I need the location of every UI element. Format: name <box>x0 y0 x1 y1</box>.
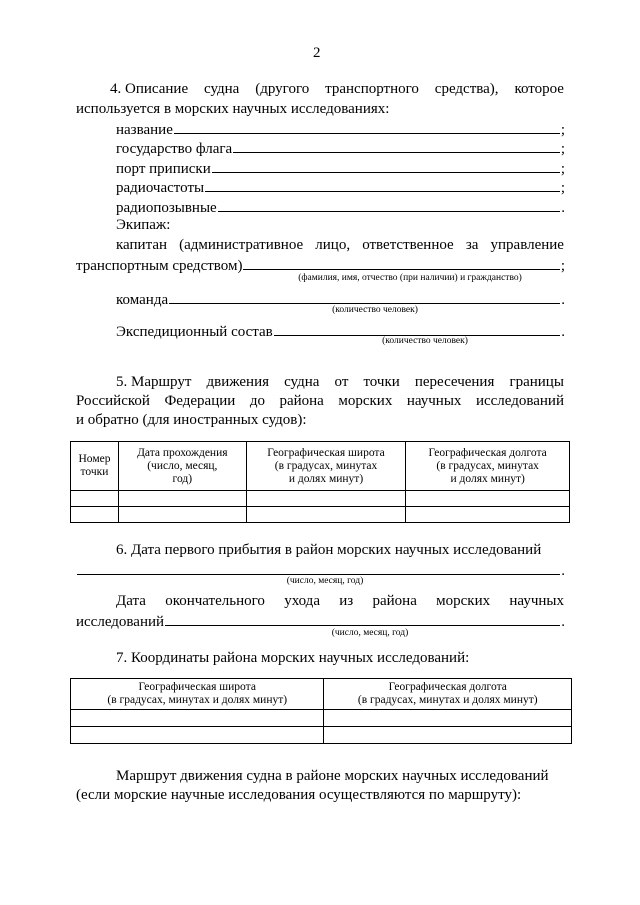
punct: . <box>561 200 565 216</box>
word: Российской <box>76 393 150 409</box>
section5-line3: и обратно (для иностранных судов): <box>76 412 307 428</box>
word: Федерации <box>164 393 236 409</box>
punct: ; <box>560 122 565 138</box>
radio-frequencies-field[interactable] <box>116 177 565 197</box>
word: управление <box>490 237 564 253</box>
callsign-field[interactable] <box>116 197 565 217</box>
word: морских <box>338 393 393 409</box>
word: которое <box>514 81 564 97</box>
word: района <box>279 393 324 409</box>
fill-line[interactable] <box>218 197 561 212</box>
header-latitude: Географическая широта (в градусах, минутах и долях минут) <box>246 442 406 491</box>
fill-line[interactable] <box>77 560 560 575</box>
word: Дата <box>116 593 146 609</box>
flag-state-field[interactable] <box>116 138 565 158</box>
word: транспортного <box>325 81 419 97</box>
field-label: государство флага <box>116 141 233 157</box>
route-table <box>70 441 570 523</box>
punct: ; <box>560 180 565 196</box>
table-row[interactable] <box>71 491 570 507</box>
table-cell[interactable] <box>71 727 324 744</box>
word: точки <box>363 374 400 390</box>
table-cell[interactable] <box>118 507 246 523</box>
header-point-number: Номер точки <box>71 442 119 491</box>
home-port-field[interactable] <box>116 158 565 178</box>
word: средства), <box>434 81 499 97</box>
punct: ; <box>560 141 565 157</box>
table-cell[interactable] <box>118 491 246 507</box>
word: морских <box>436 593 491 609</box>
word: ответственное <box>362 237 454 253</box>
table-cell[interactable] <box>71 491 119 507</box>
header-latitude: Географическая широта (в градусах, минутах и долях минут) <box>71 679 324 710</box>
header-date: Дата прохождения (число, месяц, год) <box>118 442 246 491</box>
word: за <box>465 237 479 253</box>
table-cell[interactable] <box>406 491 570 507</box>
section4-line1 <box>110 80 564 98</box>
fill-line[interactable] <box>212 158 560 173</box>
word: района <box>372 593 417 609</box>
punct: ; <box>560 161 565 177</box>
section6-title: 6. Дата первого прибытия в район морских научных исследований <box>116 542 542 558</box>
word: ухода <box>284 593 320 609</box>
first-arrival-caption: (число, месяц, год) <box>286 576 364 586</box>
section7-title: 7. Координаты района морских научных исследований: <box>116 650 470 666</box>
table-row[interactable] <box>71 710 572 727</box>
word: (административное <box>179 237 304 253</box>
expedition-field[interactable] <box>116 321 565 341</box>
fill-line[interactable] <box>233 138 560 153</box>
table-cell[interactable] <box>71 710 324 727</box>
section5-line1 <box>116 373 564 391</box>
team-caption: (количество человек) <box>332 305 418 315</box>
table-cell[interactable] <box>246 507 406 523</box>
captain-line1 <box>116 236 564 254</box>
word: капитан <box>116 237 167 253</box>
fill-line[interactable] <box>205 177 560 192</box>
word: пересечения <box>414 374 495 390</box>
field-label: команда <box>116 292 169 308</box>
field-label: радиочастоты <box>116 180 205 196</box>
word: границы <box>509 374 564 390</box>
fill-line[interactable] <box>169 289 560 304</box>
word: 4. Описание <box>110 81 189 97</box>
captain-caption: (фамилия, имя, отчество (при наличии) и гражданство) <box>298 273 522 283</box>
table-cell[interactable] <box>324 727 572 744</box>
header-longitude: Географическая долгота (в градусах, минутах и долях минут) <box>324 679 572 710</box>
table-cell[interactable] <box>324 710 572 727</box>
word: судна <box>284 374 320 390</box>
word: окончательного <box>165 593 265 609</box>
table-cell[interactable] <box>71 507 119 523</box>
field-label: порт приписки <box>116 161 211 177</box>
expedition-caption: (количество человек) <box>382 336 468 346</box>
field-label: радиопозывные <box>116 200 217 216</box>
section4-line2: используется в морских научных исследованиях: <box>76 101 390 117</box>
crew-heading: Экипаж: <box>116 217 171 233</box>
word: 5. Маршрут <box>116 374 192 390</box>
vessel-name-field[interactable] <box>116 119 565 139</box>
fill-line[interactable] <box>174 119 560 134</box>
table-row[interactable] <box>71 727 572 744</box>
page-number: 2 <box>313 45 321 61</box>
punct: . <box>561 324 565 340</box>
punct: . <box>561 292 565 308</box>
field-label: Экспедиционный состав <box>116 324 273 340</box>
word: лицо, <box>315 237 351 253</box>
table-header-row <box>71 442 570 491</box>
field-label: исследований <box>76 614 165 630</box>
route-line1: Маршрут движения судна в районе морских научных исследований <box>116 768 549 784</box>
punct: . <box>561 563 565 579</box>
word: из <box>339 593 354 609</box>
header-longitude: Географическая долгота (в градусах, минутах и долях минут) <box>406 442 570 491</box>
fill-line[interactable] <box>243 255 559 270</box>
route-line2: (если морские научные исследования осуществляются по маршруту): <box>76 787 522 803</box>
table-cell[interactable] <box>246 491 406 507</box>
punct: ; <box>560 258 565 274</box>
word: научных <box>406 393 462 409</box>
final-departure-caption: (число, месяц, год) <box>331 628 409 638</box>
table-cell[interactable] <box>406 507 570 523</box>
word: научных <box>509 593 564 609</box>
coordinates-table <box>70 678 572 744</box>
word: судна <box>204 81 240 97</box>
field-label: транспортным средством) <box>76 258 243 274</box>
table-header-row <box>71 679 572 710</box>
captain-field[interactable] <box>76 255 565 275</box>
word: исследований <box>475 393 564 409</box>
section6-line2 <box>116 592 564 610</box>
punct: . <box>561 614 565 630</box>
word: до <box>249 393 265 409</box>
fill-line[interactable] <box>274 321 560 336</box>
table-row[interactable] <box>71 507 570 523</box>
word: от <box>334 374 349 390</box>
fill-line[interactable] <box>165 611 560 626</box>
section5-line2 <box>76 392 564 410</box>
word: (другого <box>255 81 310 97</box>
word: движения <box>206 374 270 390</box>
field-label: название <box>116 122 173 138</box>
